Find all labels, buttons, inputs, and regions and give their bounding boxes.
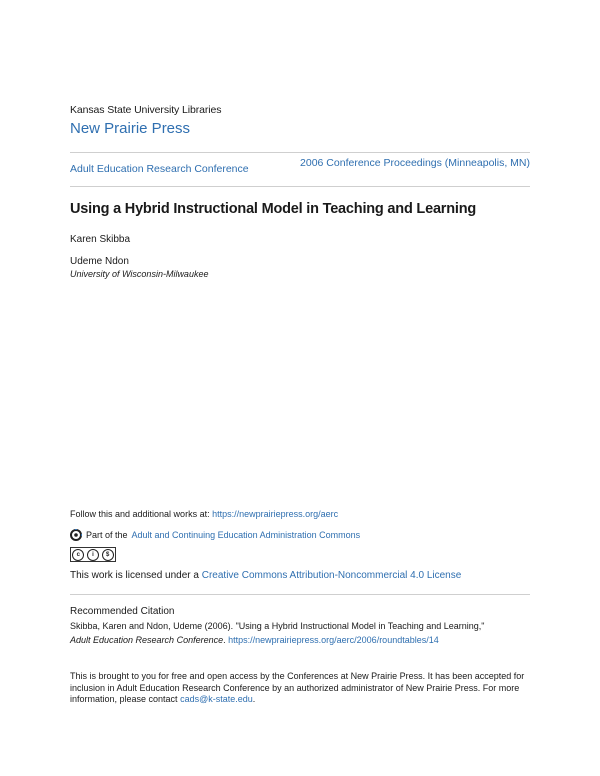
citation-url-link[interactable]: https://newprairiepress.org/aerc/2006/roundtables/14 (228, 635, 439, 645)
cc-license-badge-icon[interactable] (70, 547, 116, 562)
contact-email-link[interactable]: cads@k-state.edu (180, 694, 253, 704)
part-of-prefix: Part of the (86, 530, 128, 540)
institution-name: Kansas State University Libraries (70, 104, 222, 116)
author-2: Udeme Ndon (70, 256, 129, 267)
cc-icon: c (72, 549, 84, 561)
network-icon (70, 529, 82, 541)
citation-line-2 (70, 635, 439, 645)
footer-notice (70, 671, 530, 706)
divider-citation (70, 594, 530, 595)
follow-line (70, 509, 338, 519)
citation-line-1: Skibba, Karen and Ndon, Udeme (2006). "Using a Hybrid Instructional Model in Teaching and Learning," (70, 621, 485, 631)
by-icon: i (87, 549, 99, 561)
proceedings-link[interactable]: 2006 Conference Proceedings (Minneapolis, MN) (300, 157, 530, 169)
part-of-line (70, 529, 360, 541)
citation-journal: Adult Education Research Conference (70, 635, 224, 645)
follow-url-link[interactable]: https://newprairiepress.org/aerc (212, 509, 339, 519)
license-link[interactable]: Creative Commons Attribution-Noncommercial 4.0 License (201, 570, 462, 581)
divider-bottom (70, 186, 530, 187)
press-link[interactable]: New Prairie Press (70, 120, 191, 137)
affiliation: University of Wisconsin-Milwaukee (70, 269, 209, 279)
footer-end: . (252, 694, 256, 704)
footer-text: This is brought to you for free and open access by the Conferences at New Prairie Press. It has been accepted for inclusion in Adult Education Research Conference by an authorized administrator of New Prairie Press. For more information, please contact (70, 671, 525, 704)
paper-title: Using a Hybrid Instructional Model in Teaching and Learning (70, 201, 477, 217)
citation-separator: . (223, 635, 229, 645)
follow-prefix: Follow this and additional works at: (70, 509, 213, 519)
author-1: Karen Skibba (70, 234, 131, 245)
license-prefix: This work is licensed under a (70, 570, 202, 581)
conference-link[interactable]: Adult Education Research Conference (70, 163, 249, 175)
license-line (70, 570, 461, 581)
divider-top (70, 152, 530, 153)
nc-icon: $ (102, 549, 114, 561)
citation-heading: Recommended Citation (70, 606, 175, 617)
commons-link[interactable]: Adult and Continuing Education Administration Commons (131, 530, 361, 540)
